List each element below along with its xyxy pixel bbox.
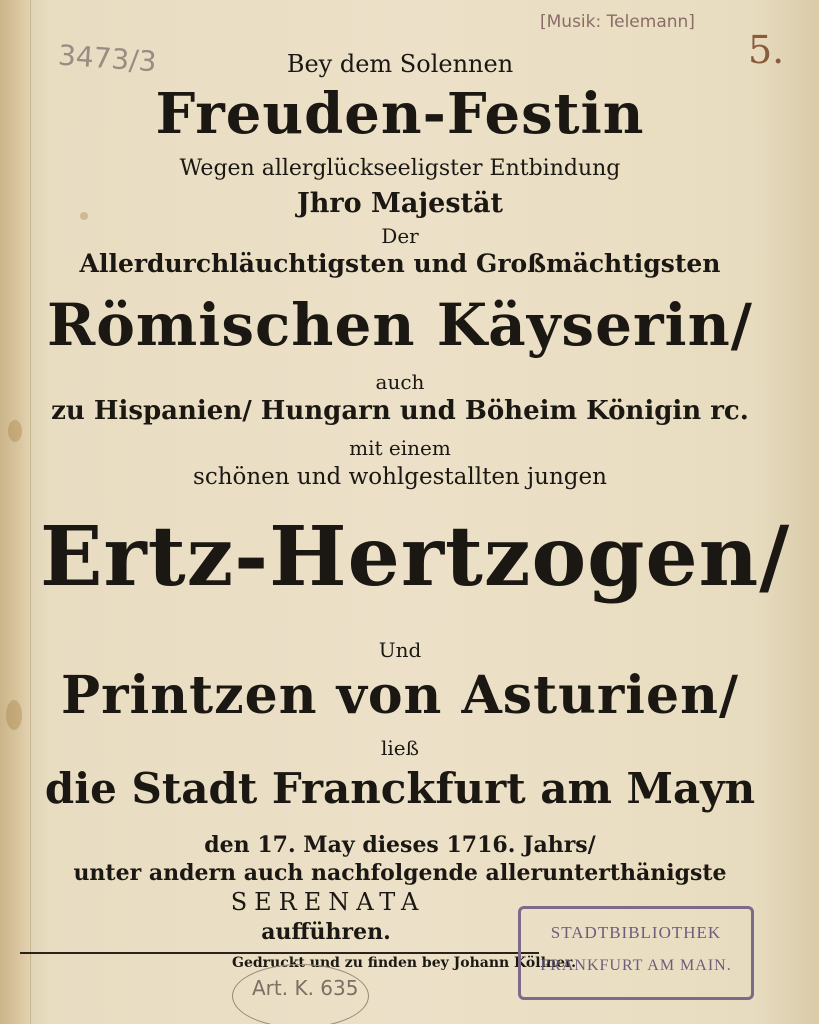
title-block [40,0,791,1024]
stamp-line-2: FRANKFURT AM MAIN. [540,957,732,974]
title-line-19: SERENATA [230,888,426,916]
title-line-2: Freuden-Festin [155,81,645,147]
title-line-9: zu Hispanien/ Hungarn und Böheim Königin rc. [51,396,749,426]
foxing-spot [8,420,22,442]
title-line-14: Printzen von Asturien/ [61,665,739,726]
title-line-17: den 17. May dieses 1716. Jahrs/ [204,832,596,858]
binding-edge [0,0,31,1024]
imprint: Gedruckt und zu finden bey Johann Köllner. [232,955,576,971]
item-number: 5. [748,28,785,72]
title-line-7: Römischen Käyserin/ [47,291,753,359]
title-line-4: Jhro Majestät [296,188,503,219]
title-line-6: Allerdurchläuchtigsten und Großmächtigsten [79,249,721,278]
title-line-20: aufführen. [261,919,391,945]
title-line-8: auch [375,370,425,394]
title-line-10: mit einem [349,436,451,460]
imprint-rule [20,952,539,954]
title-line-15: ließ [381,736,419,760]
title-line-1: Bey dem Solennen [286,50,514,78]
catalog-note: [Musik: Telemann] [540,12,695,32]
title-line-3: Wegen allerglückseeligster Entbindung [179,156,621,181]
stamp-line-1: STADTBIBLIOTHEK [550,923,722,942]
title-line-5: Der [381,224,419,248]
title-line-18: unter andern auch nachfolgende allerunterthänigste [73,860,727,886]
title-line-11: schönen und wohlgestallten jungen [193,464,607,490]
title-line-16: die Stadt Franckfurt am Mayn [44,764,756,813]
title-line-13: Und [378,638,422,662]
pencil-signature: Art. K. 635 [252,976,359,1000]
pencil-shelfmark: 3473/3 [56,38,158,79]
foxing-spot [6,700,22,730]
title-line-12: Ertz-Hertzogen/ [40,509,791,605]
library-stamp [518,906,754,1000]
